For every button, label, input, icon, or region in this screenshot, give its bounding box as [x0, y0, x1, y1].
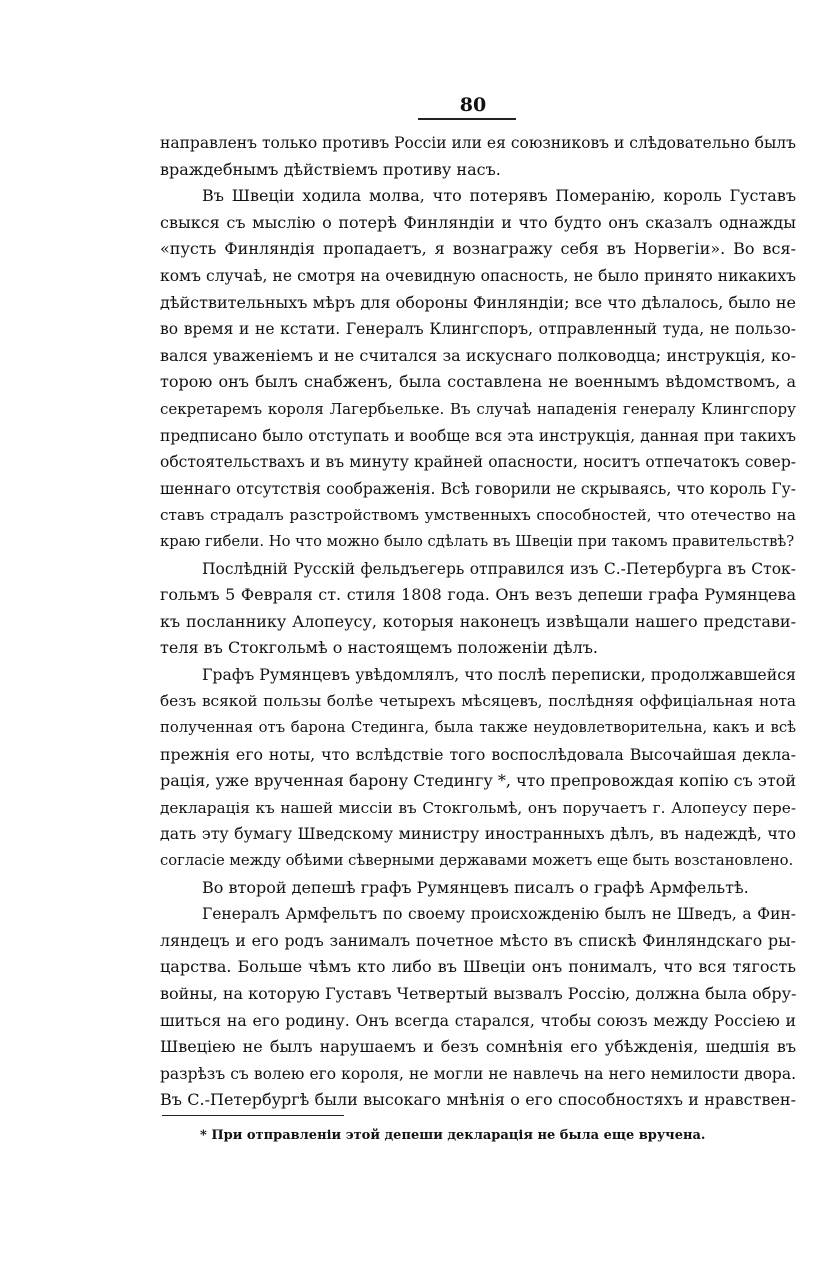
paragraph: [160, 183, 796, 555]
text-line: дать эту бумагу Шведскому министру иностранныхъ дѣлъ, въ надеждѣ, что: [160, 824, 796, 844]
text-line: Во второй депешѣ графъ Румянцевъ писалъ о графѣ Армфельтѣ.: [202, 877, 749, 897]
body-text: [160, 130, 796, 1114]
text-line: вался уваженіемъ и не считался за искуснаго полководца; инструкція, ко-: [160, 345, 796, 365]
paragraph: [160, 901, 796, 1114]
text-line: Въ С.-Петербургѣ были высокаго мнѣнія о его способностяхъ и нравствен-: [160, 1090, 796, 1110]
text-line: рація, уже врученная барону Стедингу *, что препровождая копію съ этой: [160, 771, 796, 791]
text-line: секретаремъ короля Лагербьельке. Въ случаѣ нападенія генералу Клингспору: [160, 399, 796, 418]
paragraph: [160, 556, 796, 662]
text-line: Въ Швеціи ходила молва, что потерявъ Померанію, король Густавъ: [202, 186, 796, 206]
paragraph: [160, 875, 796, 902]
text-line: гольмъ 5 Февраля ст. стиля 1808 года. Онъ везъ депеши графа Румянцева: [160, 585, 796, 605]
footnote-rule: [162, 1115, 344, 1116]
text-line: Графъ Румянцевъ увѣдомлялъ, что послѣ переписки, продолжавшейся: [202, 664, 796, 684]
paragraph: [160, 130, 796, 183]
text-line: декларація къ нашей миссіи въ Стокгольмѣ, онъ поручаетъ г. Алопеусу пере-: [160, 798, 796, 817]
text-line: Генералъ Армфельтъ по своему происхожденію былъ не Шведъ, а Фин-: [202, 905, 796, 924]
text-line: комъ случаѣ, не смотря на очевидную опасность, не было принято никакихъ: [160, 266, 796, 285]
text-line: теля въ Стокгольмѣ о настоящемъ положеніи дѣлъ.: [160, 638, 598, 658]
text-line: свыкся съ мыслію о потерѣ Финляндіи и что будто онъ сказалъ однажды: [160, 212, 796, 232]
text-line: къ посланнику Алопеусу, которыя наконецъ извѣщали нашего представи-: [160, 611, 796, 631]
text-line: враждебнымъ дѣйствіемъ противу насъ.: [160, 159, 501, 179]
text-line: торою онъ былъ снабженъ, была составлена не военнымъ вѣдомствомъ, а: [160, 372, 796, 392]
text-line: краю гибели. Но что можно было сдѣлать въ Швеціи при такомъ правительствѣ?: [160, 532, 795, 550]
text-line: «пусть Финляндія пропадаетъ, я вознагражу себя въ Норвегіи». Во вся-: [160, 239, 796, 259]
text-line: обстоятельствахъ и въ минуту крайней опасности, носитъ отпечатокъ совер-: [160, 453, 796, 472]
page-number-rule: [418, 118, 516, 120]
text-line: шиться на его родину. Онъ всегда старался, чтобы союзъ между Россіею и: [160, 1010, 796, 1030]
paragraph: [160, 662, 796, 875]
text-line: ляндецъ и его родъ занималъ почетное мѣсто въ спискѣ Финляндскаго ры-: [160, 930, 796, 950]
text-line: Послѣдній Русскій фельдъегерь отправился изъ С.-Петербурга въ Сток-: [202, 559, 796, 578]
text-line: безъ всякой пользы болѣе четырехъ мѣсяцевъ, послѣдняя оффиціальная нота: [160, 692, 796, 711]
text-line: войны, на которую Густавъ Четвертый вызвалъ Россію, должна была обру-: [160, 984, 796, 1003]
text-line: полученная отъ барона Стединга, была также неудовлетворительна, какъ и всѣ: [160, 719, 796, 737]
text-line: царства. Больше чѣмъ кто либо въ Швеціи онъ понималъ, что вся тягость: [160, 957, 796, 977]
text-line: дѣйствительныхъ мѣръ для обороны Финляндіи; все что дѣлалось, было не: [160, 292, 796, 312]
page-number: 80: [459, 94, 487, 116]
text-line: ставъ страдалъ разстройствомъ умственныхъ способностей, что отечество на: [160, 506, 796, 525]
footnote: * При отправленіи этой депеши декларація не была еще вручена.: [200, 1128, 706, 1143]
text-line: согласіе между обѣими сѣверными державами можетъ еще быть возстановлено.: [160, 852, 794, 870]
text-line: Швеціею не былъ нарушаемъ и безъ сомнѣнія его убѣжденія, шедшія въ: [160, 1037, 796, 1057]
text-line: направленъ только противъ Россіи или ея союзниковъ и слѣдовательно былъ: [160, 134, 796, 152]
text-line: прежнія его ноты, что вслѣдствіе того воспослѣдовала Высочайшая декла-: [160, 744, 796, 764]
text-line: предписано было отступать и вообще вся эта инструкція, данная при такихъ: [160, 426, 796, 445]
text-line: шеннаго отсутствія соображенія. Всѣ говорили не скрываясь, что король Гу-: [160, 479, 796, 498]
text-line: разрѣзъ съ волею его короля, не могли не навлечь на него немилости двора.: [160, 1064, 796, 1083]
text-line: во время и не кстати. Генералъ Клингспоръ, отправленный туда, не пользо-: [160, 320, 796, 339]
